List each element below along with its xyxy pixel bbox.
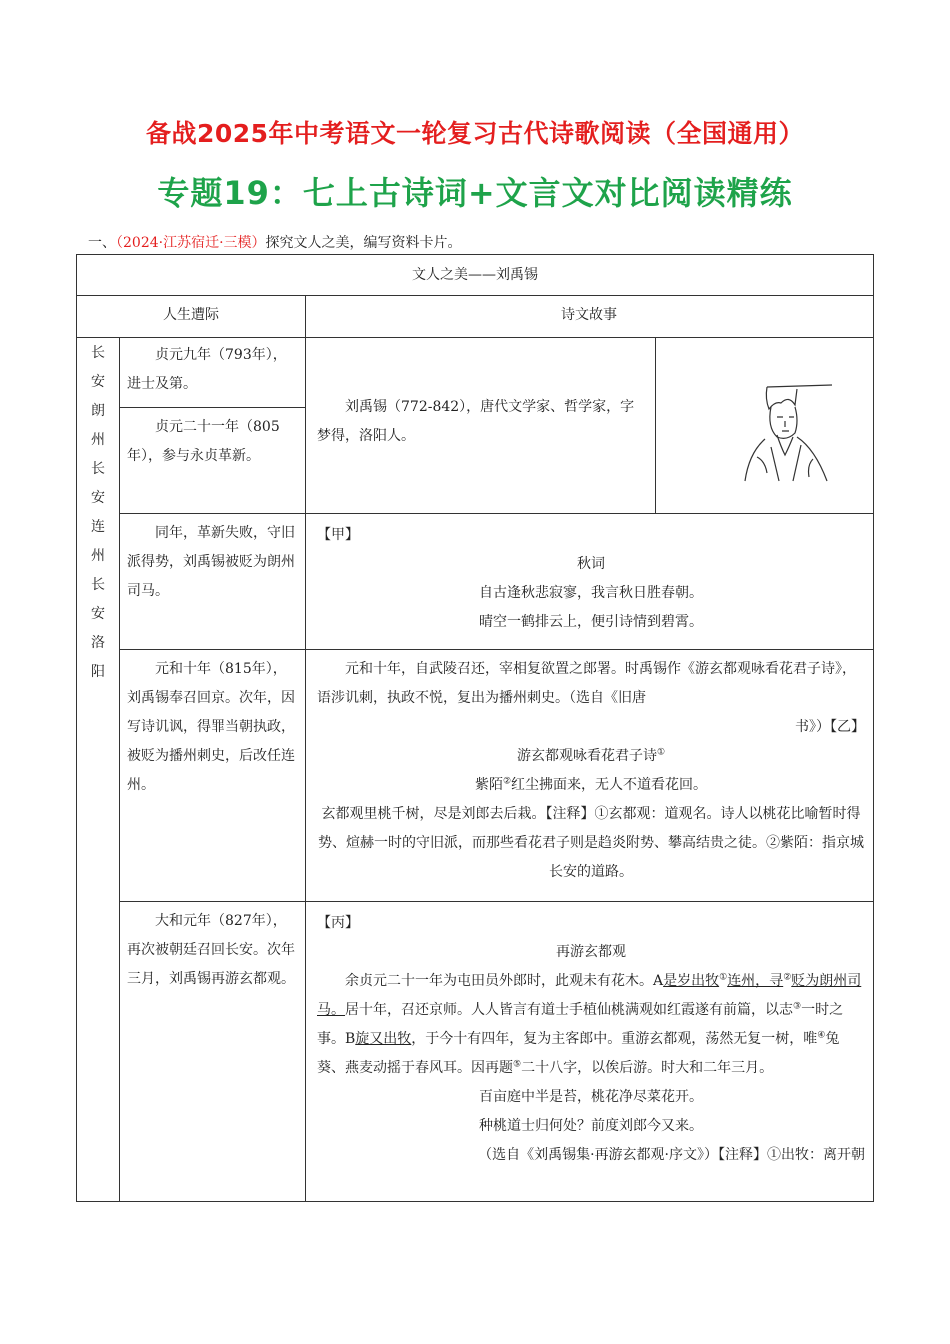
poem-yi-title: 游玄都观咏看花君子诗① — [516, 747, 666, 764]
author-intro: 刘禹锡（772-842），唐代文学家、哲学家，字梦得，洛阳人。 — [317, 399, 635, 444]
poem-bing — [317, 909, 865, 1170]
card-caption: 文人之美——刘禹锡 — [412, 267, 538, 283]
place-char: 州 — [91, 432, 105, 448]
document-subtitle: 专题19：七上古诗词+文言文对比阅读精练 — [157, 174, 793, 212]
bing-preface: 余贞元二十一年为屯田员外郎时，此观未有花木。A是岁出牧①连州，寻②贬为朗州司马。居十年，召还京师。人人皆言有道士手植仙桃满观如红霞遂有前篇，以志③一时之事。B旋又出牧，于今十有四年，复为主客郎中。重游玄都观，荡然无复一树，唯④兔葵、燕麦动摇于春风耳。因再题⑤二十八字，以俟后游。时大和二年三月。 — [317, 972, 862, 1076]
yi-prose-end: 书》）【乙】 — [795, 719, 865, 735]
poem-yi-line2-notes: 玄都观里桃千树，尽是刘郎去后栽。【注释】①玄都观：道观名。诗人以桃花比喻暂时得势、煊赫一时的守旧派，而那些看花君子则是趋炎附势、攀高结贵之徒。②紫陌：指京城长安的道路。 — [318, 806, 864, 880]
place-char: 长 — [91, 577, 105, 593]
poem-bing-line2: 种桃道士归何处？前度刘郎今又来。 — [479, 1118, 703, 1134]
question-number: 一、 — [88, 235, 116, 251]
tag-jia: 【甲】 — [317, 527, 359, 543]
header-story: 诗文故事 — [561, 307, 617, 323]
life-event-805: 贞元二十一年（805年），参与永贞革新。 — [127, 419, 280, 464]
poem-bing-line1: 百亩庭中半是苔，桃花净尽菜花开。 — [479, 1089, 703, 1105]
life-event-815: 元和十年（815年），刘禹锡奉召回京。次年，因写诗讥讽，得罪当朝执政，被贬为播州刺史，后改任连州。 — [127, 661, 295, 793]
question-line — [88, 232, 462, 252]
liu-yuxi-portrait — [737, 377, 837, 487]
resource-card-table — [76, 254, 874, 1202]
poem-bing-title: 再游玄都观 — [556, 944, 626, 960]
document-title: 备战2025年中考语文一轮复习古代诗歌阅读（全国通用） — [145, 119, 805, 148]
place-char: 洛 — [91, 635, 105, 651]
place-char: 安 — [91, 490, 105, 506]
place-char: 长 — [91, 345, 105, 361]
place-char: 长 — [91, 461, 105, 477]
poem-yi — [317, 655, 865, 887]
header-life: 人生遭际 — [163, 307, 219, 323]
life-event-exile: 同年，革新失败，守旧派得势，刘禹锡被贬为朗州司马。 — [127, 525, 295, 599]
poem-yi-line1: 紫陌②红尘拂面来，无人不道看花回。 — [474, 776, 708, 793]
bing-source-note: （选自《刘禹锡集·再游玄都观·序文》）【注释】①出牧：离开朝 — [478, 1147, 865, 1163]
place-char: 朗 — [91, 403, 105, 419]
poem-jia-line1: 自古逢秋悲寂寥，我言秋日胜春朝。 — [479, 585, 703, 601]
place-char: 阳 — [91, 664, 105, 680]
poem-jia-title: 秋词 — [577, 556, 605, 572]
poem-jia-line2: 晴空一鹤排云上，便引诗情到碧霄。 — [479, 614, 703, 630]
yi-prose: 元和十年，自武陵召还，宰相复欲置之郎署。时禹锡作《游玄都观咏看花君子诗》，语涉讥刺，执政不悦，复出为播州刺史。（选自《旧唐 — [317, 661, 856, 706]
question-prompt: 探究文人之美，编写资料卡片。 — [265, 235, 462, 251]
life-event-827: 大和元年（827年），再次被朝廷召回长安。次年三月，刘禹锡再游玄都观。 — [127, 913, 295, 987]
place-char: 州 — [91, 548, 105, 564]
place-char: 安 — [91, 374, 105, 390]
life-event-793: 贞元九年（793年），进士及第。 — [127, 347, 287, 392]
places-column — [77, 339, 119, 687]
poem-jia — [317, 521, 865, 637]
question-source: （2024·江苏宿迁·三模） — [116, 235, 266, 251]
place-char: 连 — [91, 519, 105, 535]
tag-bing: 【丙】 — [317, 915, 359, 931]
place-char: 安 — [91, 606, 105, 622]
